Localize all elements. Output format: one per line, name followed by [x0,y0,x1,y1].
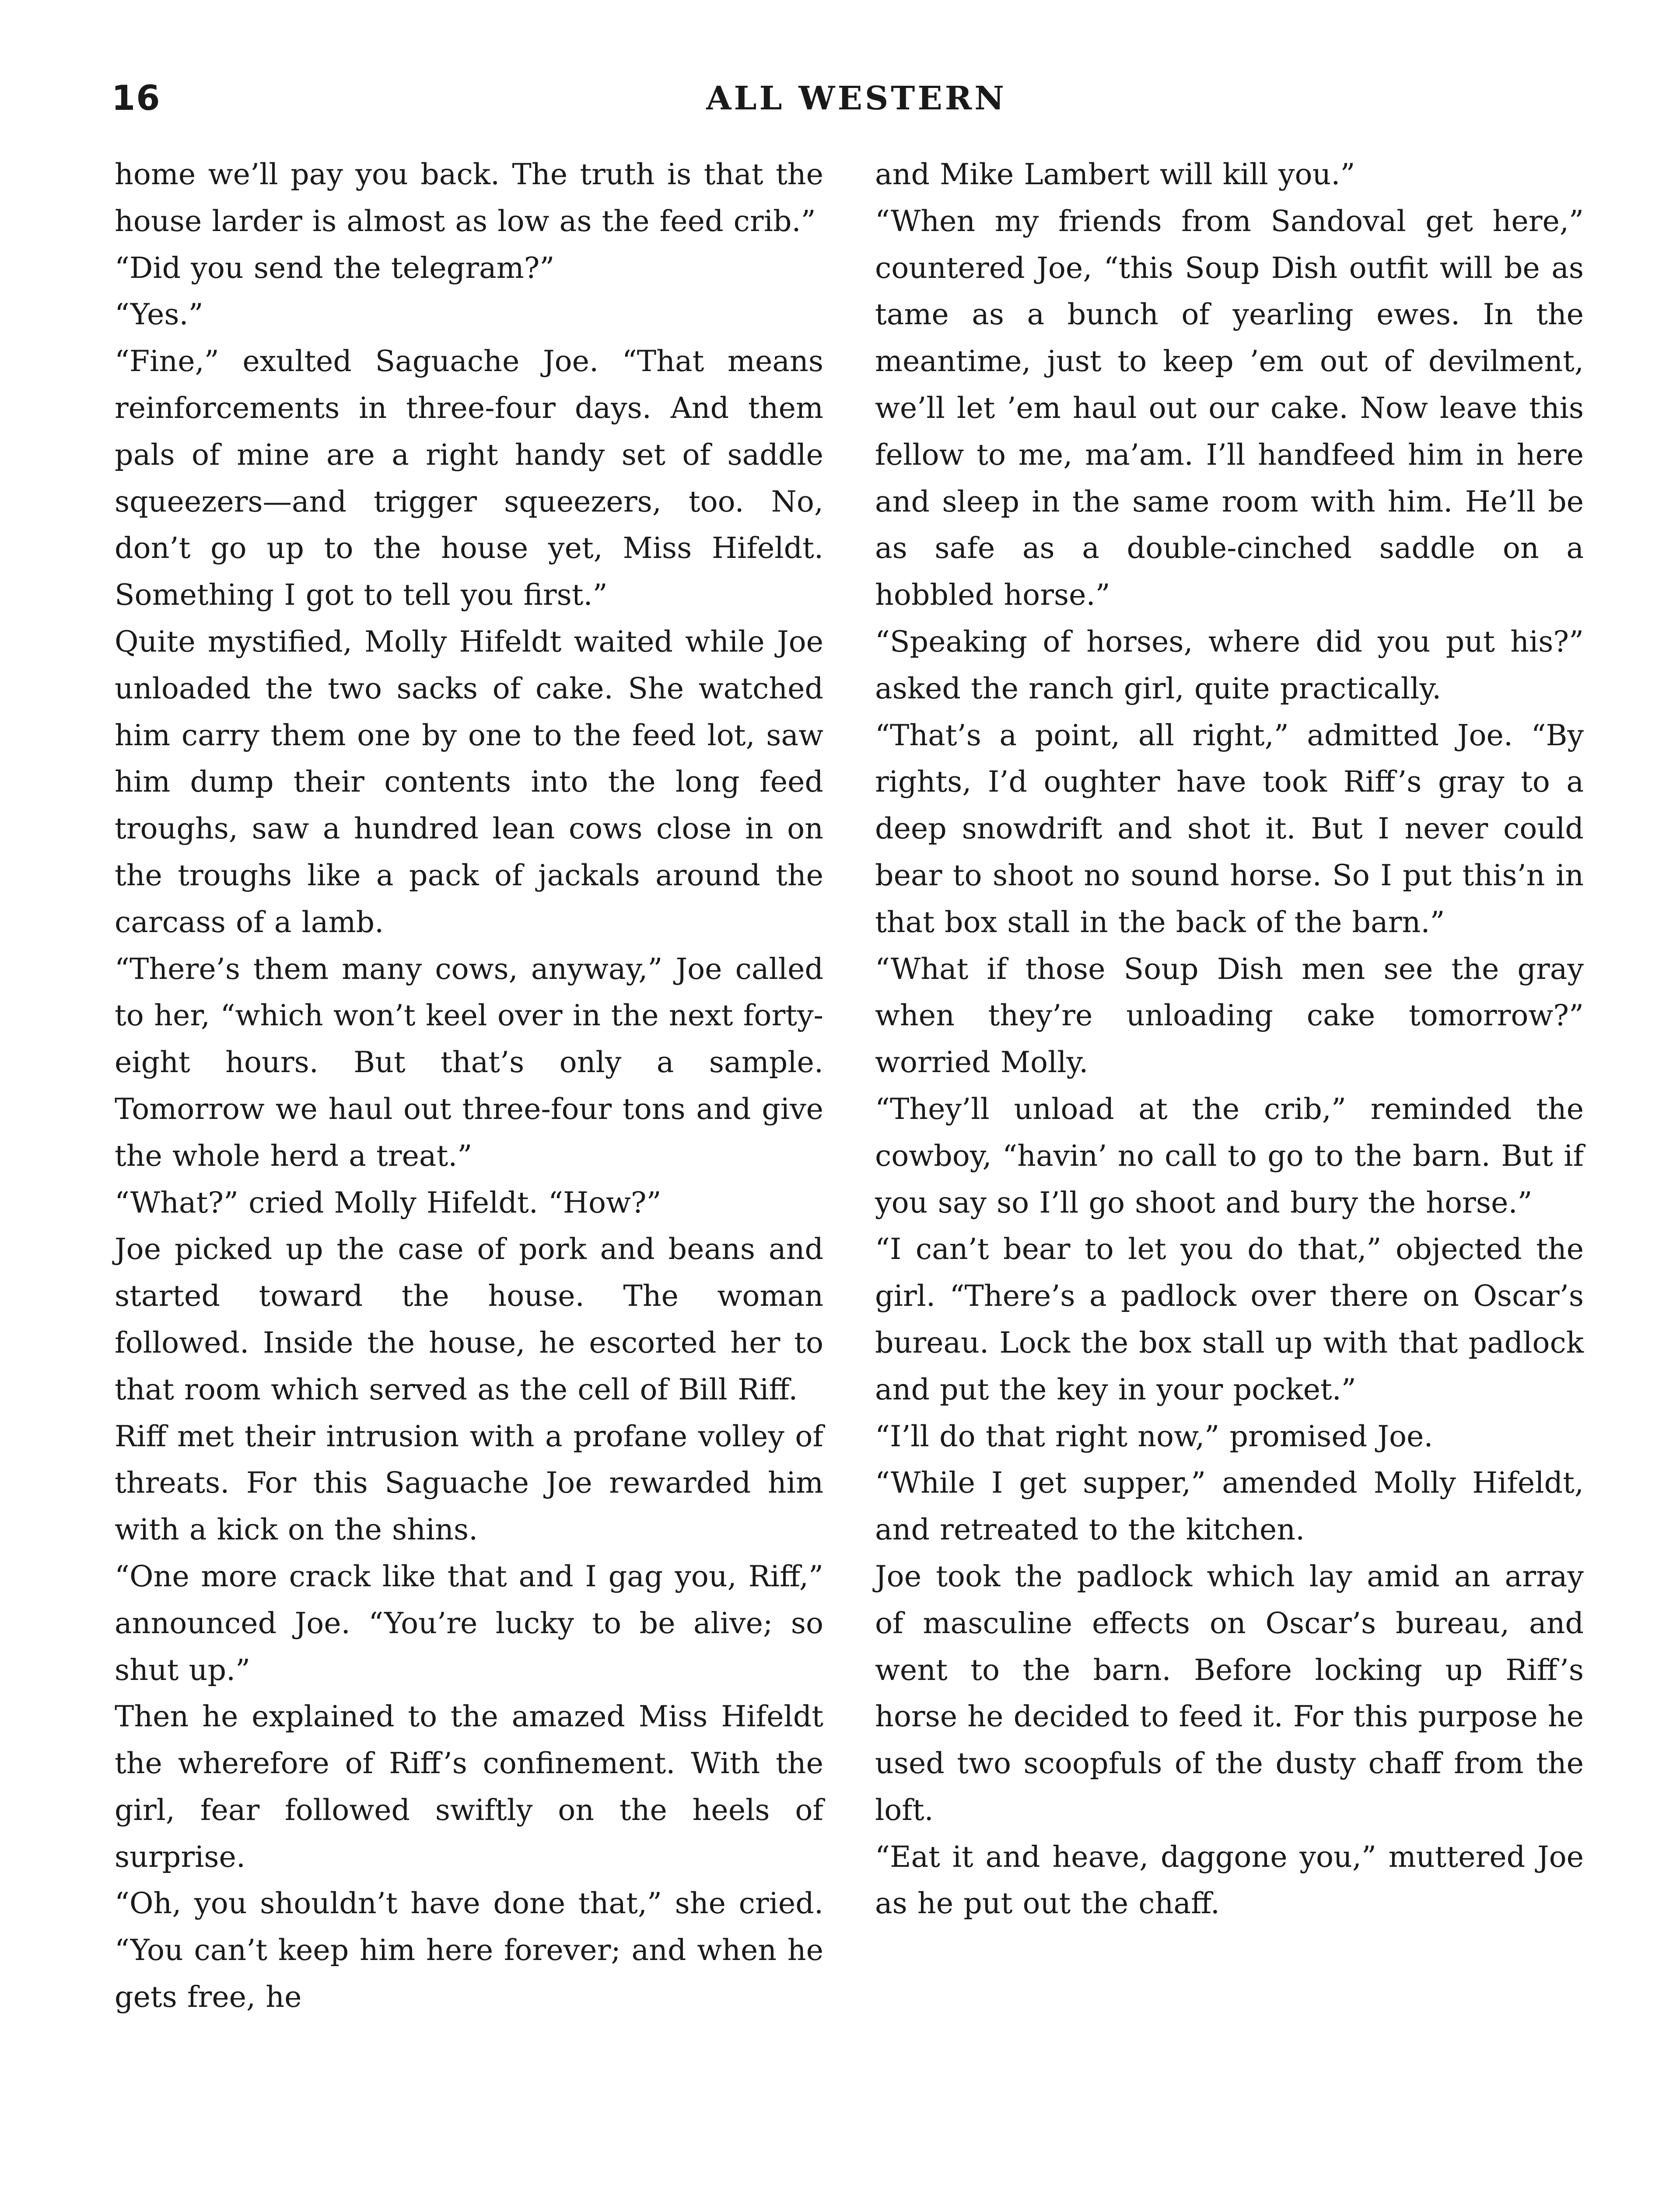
paragraph: “Fine,” exulted Saguache Joe. “That means reinforcements in three-four days. And them pals of mine are a right handy set of saddle squeezers—and trigger squeezers, too. No, don’t go up to the house yet, Miss Hifeldt. Something I got to tell you first.” [115,344,823,612]
paragraph: “That’s a point, all right,” admitted Joe. “By rights, I’d oughter have took Riff’s gray to a deep snowdrift and shot it. But I never could bear to shoot no sound horse. So I put this’n in that box stall in the back of the barn.” [875,718,1584,939]
page-number: 16 [112,79,161,118]
page-header [112,74,1601,123]
running-head: ALL WESTERN [706,80,1007,117]
paragraph: home we’ll pay you back. The truth is that the house larder is almost as low as the feed crib.” [115,157,823,238]
paragraph: “Oh, you shouldn’t have done that,” she cried. “You can’t keep him here forever; and when he gets free, he [115,1886,823,2014]
paragraph: “Speaking of horses, where did you put his?” asked the ranch girl, quite practically. [875,624,1584,705]
right-column [875,151,1584,1927]
paragraph: “What?” cried Molly Hifeldt. “How?” [115,1185,662,1220]
paragraph: “There’s them many cows, anyway,” Joe called to her, “which won’t keel over in the next forty-eight hours. But that’s only a sample. Tomorrow we haul out three-four tons and give the whole herd a treat.” [115,951,823,1173]
paragraph: “Yes.” [115,297,203,332]
paragraph: Joe took the padlock which lay amid an array of masculine effects on Oscar’s bureau, and went to the barn. Before locking up Riff’s horse he decided to feed it. For this purpose he used two scoopfuls of the dusty chaff from the loft. [875,1559,1584,1827]
paragraph: Joe picked up the case of pork and beans and started toward the house. The woman followed. Inside the house, he escorted her to that room which served as the cell of Bill Riff. [115,1232,823,1406]
paragraph: Riff met their intrusion with a profane volley of threats. For this Saguache Joe rewarded him with a kick on the shins. [115,1419,823,1547]
paragraph: “Did you send the telegram?” [115,250,555,285]
left-column [115,151,823,2020]
paragraph: “I can’t bear to let you do that,” objected the girl. “There’s a padlock over there on Oscar’s bureau. Lock the box stall up with that padlock and put the key in your pocket.” [875,1232,1584,1406]
paragraph: Quite mystified, Molly Hifeldt waited while Joe unloaded the two sacks of cake. She watched him carry them one by one to the feed lot, saw him dump their contents into the long feed troughs, saw a hundred lean cows close in on the troughs like a pack of jackals around the carcass of a lamb. [115,624,823,939]
paragraph: Then he explained to the amazed Miss Hifeldt the wherefore of Riff’s confinement. With the girl, fear followed swiftly on the heels of surprise. [115,1699,823,1874]
paragraph: “Eat it and heave, daggone you,” muttered Joe as he put out the chaff. [875,1839,1584,1921]
paragraph: and Mike Lambert will kill you.” [875,157,1355,191]
paragraph: “I’ll do that right now,” promised Joe. [875,1419,1433,1453]
paragraph: “When my friends from Sandoval get here,” countered Joe, “this Soup Dish outfit will be as tame as a bunch of yearling ewes. In the meantime, just to keep ’em out of devilment, we’ll let ’em haul out our cake. Now leave this fellow to me, ma’am. I’ll handfeed him in here and sleep in the same room with him. He’ll be as safe as a double-cinched saddle on a hobbled horse.” [875,203,1584,612]
paragraph: “While I get supper,” amended Molly Hifeldt, and retreated to the kitchen. [875,1466,1584,1547]
paragraph: “One more crack like that and I gag you, Riff,” announced Joe. “You’re lucky to be alive; so shut up.” [115,1559,823,1687]
paragraph: “They’ll unload at the crib,” reminded the cowboy, “havin’ no call to go to the barn. But if you say so I’ll go shoot and bury the horse.” [875,1091,1584,1220]
paragraph: “What if those Soup Dish men see the gray when they’re unloading cake tomorrow?” worried Molly. [875,951,1584,1080]
